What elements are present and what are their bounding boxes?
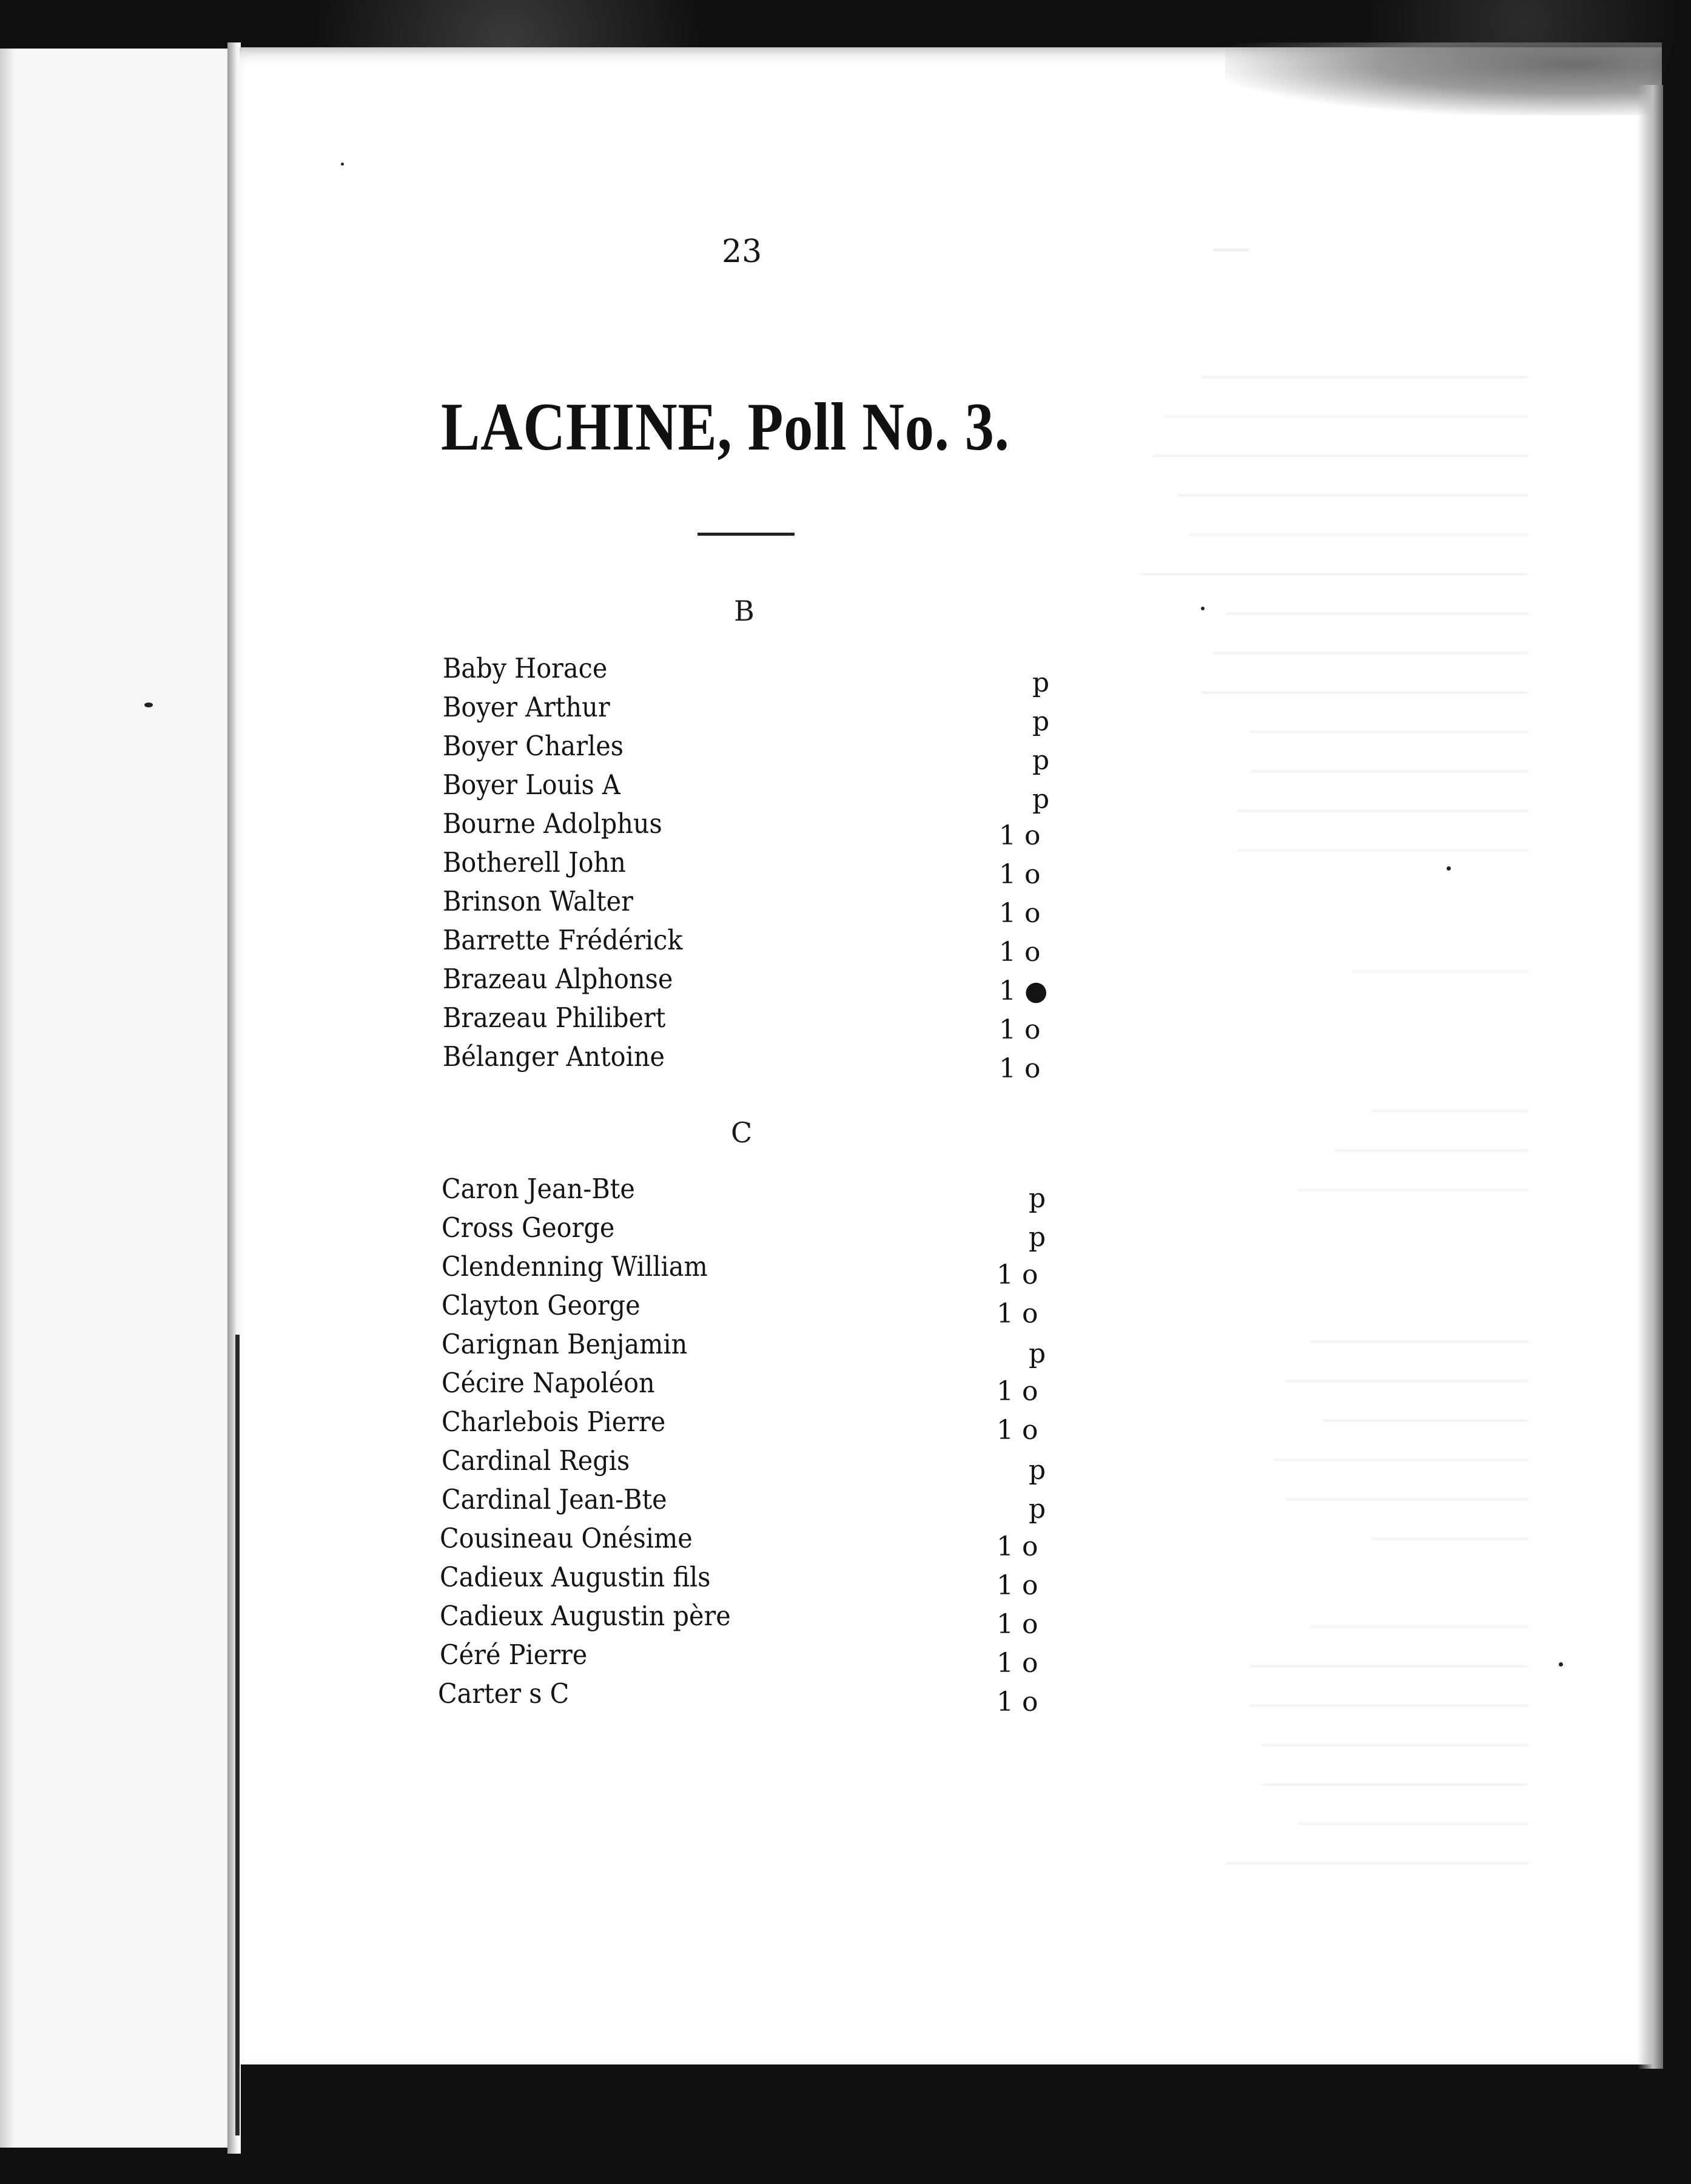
- list-item-mark: p: [1032, 745, 1050, 776]
- list-item-name: Cadieux Augustin père: [440, 1600, 731, 1632]
- page-number: 23: [722, 234, 762, 270]
- list-item-mark: 1 o: [999, 898, 1041, 929]
- scan-speck: [1201, 607, 1205, 610]
- list-item-mark: 1 o: [999, 937, 1041, 968]
- list-item-name: Botherell John: [443, 846, 626, 878]
- list-item-name: Boyer Arthur: [443, 691, 610, 723]
- list-item-name: Caron Jean-Bte: [442, 1173, 635, 1205]
- list-item-name: Brinson Walter: [443, 885, 633, 917]
- list-item-name: Bélanger Antoine: [443, 1040, 665, 1073]
- list-item-name: Carter s C: [438, 1677, 570, 1710]
- list-item-name: Cross George: [442, 1212, 615, 1244]
- list-item-name: Cécire Napoléon: [442, 1367, 655, 1399]
- list-item-mark: 1 ●: [999, 976, 1048, 1006]
- list-item-mark: 1 o: [999, 1053, 1041, 1084]
- scan-speck: [1559, 1662, 1563, 1667]
- scan-speck: [1447, 866, 1451, 871]
- scan-speck: [341, 163, 344, 166]
- list-item-name: Clendenning William: [442, 1250, 708, 1282]
- left-page-edge: [0, 49, 231, 2148]
- section-letter-c: C: [731, 1116, 753, 1149]
- page-corner-shadow: [1225, 42, 1662, 115]
- list-item-mark: 1 o: [997, 1298, 1038, 1329]
- list-item-name: Cousineau Onésime: [440, 1522, 693, 1554]
- list-item-mark: 1 o: [997, 1259, 1038, 1290]
- list-item-name: Bourne Adolphus: [443, 807, 662, 840]
- list-item-name: Cardinal Jean-Bte: [442, 1483, 667, 1515]
- page-title: LACHINE, Poll No. 3.: [441, 389, 1010, 465]
- list-item-mark: 1 o: [997, 1609, 1038, 1640]
- list-item-mark: 1 o: [999, 1014, 1041, 1045]
- page-right-edge: [1638, 85, 1663, 2069]
- left-page-crease: [0, 49, 15, 2148]
- list-item-mark: p: [1029, 1338, 1046, 1369]
- list-item-name: Brazeau Philibert: [443, 1002, 666, 1034]
- list-item-name: Barrette Frédérick: [443, 924, 683, 956]
- list-item-mark: 1 o: [997, 1570, 1038, 1601]
- list-item-name: Carignan Benjamin: [442, 1328, 688, 1360]
- section-letter-b: B: [734, 595, 755, 627]
- list-item-mark: p: [1032, 784, 1050, 815]
- list-item-mark: 1 o: [997, 1415, 1038, 1446]
- list-item-mark: 1 o: [997, 1648, 1038, 1679]
- list-item-name: Charlebois Pierre: [442, 1406, 666, 1438]
- list-item-name: Baby Horace: [443, 652, 608, 684]
- list-item-mark: p: [1032, 667, 1050, 698]
- list-item-name: Cardinal Regis: [442, 1444, 630, 1477]
- list-item-name: Céré Pierre: [440, 1639, 588, 1671]
- list-item-mark: 1 o: [999, 859, 1041, 890]
- list-item-mark: p: [1029, 1494, 1046, 1525]
- list-item-name: Boyer Charles: [443, 730, 624, 762]
- list-item-mark: p: [1029, 1222, 1046, 1253]
- scan-speck: [144, 703, 153, 707]
- list-item-mark: 1 o: [999, 820, 1041, 851]
- list-item-mark: 1 o: [997, 1687, 1038, 1717]
- list-item-mark: 1 o: [997, 1376, 1038, 1407]
- gutter-binding: [235, 1335, 240, 2135]
- list-item-mark: p: [1029, 1183, 1046, 1214]
- list-item-mark: 1 o: [997, 1531, 1038, 1562]
- list-item-name: Boyer Louis A: [443, 769, 620, 801]
- list-item-name: Clayton George: [442, 1289, 640, 1321]
- list-item-name: Cadieux Augustin fils: [440, 1561, 711, 1593]
- title-divider: [698, 533, 795, 536]
- list-item-mark: p: [1029, 1455, 1046, 1486]
- list-item-name: Brazeau Alphonse: [443, 963, 673, 995]
- list-item-mark: p: [1032, 706, 1050, 737]
